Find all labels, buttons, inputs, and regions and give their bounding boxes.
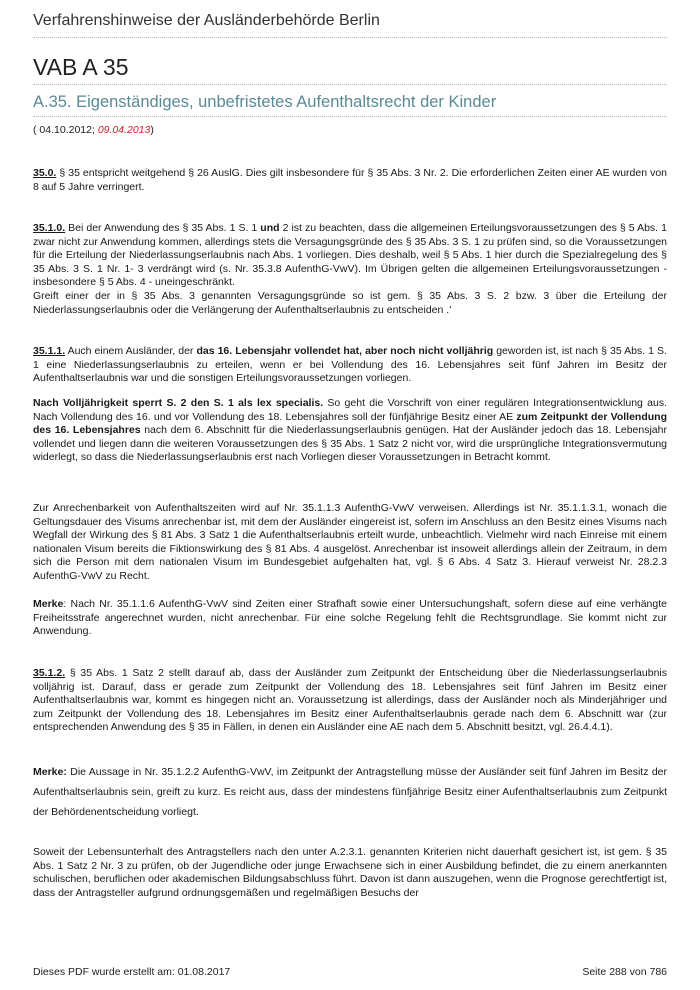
footer-created: Dieses PDF wurde erstellt am: 01.08.2017 xyxy=(33,966,231,978)
merke-label: Merke xyxy=(33,598,64,610)
paragraph-merke-2 xyxy=(33,762,667,822)
paragraph-text: § 35 entspricht weitgehend § 26 AuslG. Dies gilt insbesondere für § 35 Abs. 3 Nr. 2. Die erforderlichen Zeiten einer AE wurden von 8 auf 5 Jahre verringert. xyxy=(33,167,667,193)
section-code: VAB A 35 xyxy=(33,54,129,80)
merke-label: Merke: xyxy=(33,766,67,778)
paragraph-number: 35.1.0. xyxy=(33,222,66,234)
paragraph-text: Zur Anrechenbarkeit von Aufenthaltszeiten wird auf Nr. 35.1.1.3 AufenthG-VwV verweisen. Allerdings ist Nr. 35.1.1.3.1, wonach die Geltungsdauer des Visums anrechenbar ist, mit dem der Ausländer eingereist ist, sofern im Anschluss an den Besitz eines Visums nach Wegfall der Wirkung des § 81 Abs. 3 Satz 1 die Aufenthaltserlaubnis erteilt wurde, unbeachtlich. Vielmehr wird nach Einreise mit einem nationalen Visum bereits die Fiktionswirkung des § 81 Abs. 4 ausgelöst. Anrechenbar ist insoweit allerdings allein der Zeitraum, in dem sich die Person mit dem nationalen Visum im Bundesgebiet aufgehalten hat, vgl. § 6 Abs. 4 Satz 3. Hierauf verweist Nr. 28.2.3 AufenthG-VwV zu Recht. xyxy=(33,502,667,582)
paragraph-text: 2 ist zu beachten, dass die allgemeinen Erteilungsvoraussetzungen des § 5 Abs. 1 zwar nicht zur Anwendung kommen, allerdings stets die Versagungsgründe des § 35 Abs. 3 S. 1 zu prüfen sind, so die Voraussetzungen für die Erteilung der Niederlassungserlaubnis nach Abs. 1 vorliegen. Dies deshalb, weil § 5 Abs. 1 hier durch die Spezialregelung des § 35 Abs. 3 S. 1 Nr. 1- 3 verdrängt wird (s. Nr. 35.3.8 AufenthG-VwV). Im Übrigen gelten die allgemeinen Erteilungsvoraussetzungen - insbesondere § 5 Abs. 4 - uneingeschränkt. xyxy=(33,222,667,289)
paragraph-35-1-2 xyxy=(33,667,667,735)
document-header: Verfahrenshinweise der Ausländerbehörde Berlin xyxy=(33,12,380,29)
paragraph-text: Die Aussage in Nr. 35.1.2.2 AufenthG-VwV, im Zeitpunkt der Antragstellung müsse der Ausländer seit fünf Jahren im Besitz der Aufenthaltserlaubnis sein, greift zu kurz. Es reicht aus, dass der mindestens fünfjährige Besitz einer Aufenthaltserlaubnis zum Zeitpunkt der Behördenentscheidung vorliegt. xyxy=(33,766,667,818)
paragraph-35-0 xyxy=(33,167,667,194)
paragraph-text: Soweit der Lebensunterhalt des Antragstellers nach den unter A.2.3.1. genannten Kriterien nicht dauerhaft gesichert ist, ist gem. § 35 Abs. 1 Satz 2 Nr. 3 zu prüfen, ob der Jugendliche oder junge Erwachsene sich in einer Ausbildung befindet, die zu einem anerkannten schulischen, beruflichen oder akademischen Bildungsabschluss führt. Davon ist dann auszugehen, wenn die Prognose gerechtfertigt ist, dass der Antragsteller aufgrund ordnungsgemäßen und regelmäßigen Besuchs der xyxy=(33,846,667,899)
paragraph-number: 35.1.2. xyxy=(33,667,66,679)
paragraph-merke-1 xyxy=(33,598,667,639)
emphasis: Nach Volljährigkeit sperrt S. 2 den S. 1 als lex specialis. xyxy=(33,397,324,409)
footer-page-number: Seite 288 von 786 xyxy=(582,966,667,978)
title-divider xyxy=(33,116,667,117)
paragraph-text: geworden ist, ist nach § 35 Abs. 1 S. 1 eine Niederlassungserlaubnis zu erteilen, wenn er bei Vollendung des 16. Lebensjahres seit fünf Jahren im Besitz der Aufenthaltserlaubnis war und die sonstigen Erteilungsvoraussetzungen vorliegen. xyxy=(33,345,667,385)
section-divider xyxy=(33,84,667,85)
date-original: ( 04.10.2012; xyxy=(33,124,98,136)
paragraph-text: nach dem 6. Abschnitt für die Niederlassungserlaubnis genügen. Hat der Ausländer jedoch das 18. Lebensjahr vollendet und liegen dann die weiteren Voraussetzungen des § 35 Abs. 1 Satz 2 nicht vor, wird die ursprüngliche Integrationsvermutung widerlegt, so dass die Niederlassungserlaubnis erst nach Vorliegen dieser Voraussetzungen in Betracht kommt. xyxy=(33,424,667,464)
revision-dates xyxy=(33,124,154,136)
paragraph-35-1-1 xyxy=(33,345,667,386)
date-changed: 09.04.2013 xyxy=(97,124,151,136)
paragraph-35-1-0 xyxy=(33,222,667,317)
paragraph-text: Greift einer der in § 35 Abs. 3 genannten Versagungsgründe so ist gem. § 35 Abs. 3 S. 2 bzw. 3 über die Erteilung der Niederlassungserlaubnis oder die Verlängerung der Aufenthaltserlaubnis zu entscheiden .' xyxy=(33,289,667,316)
paragraph-number: 35.1.1. xyxy=(33,345,66,357)
emphasis: das 16. Lebensjahr vollendet hat, aber noch nicht volljährig xyxy=(196,345,494,357)
paragraph-lebensunterhalt xyxy=(33,846,667,900)
paragraph-volljaehrigkeit xyxy=(33,397,667,465)
paragraph-anrechenbarkeit xyxy=(33,502,667,584)
paragraph-text: § 35 Abs. 1 Satz 2 stellt darauf ab, dass der Ausländer zum Zeitpunkt der Entscheidung über die Niederlassungserlaubnis volljährig ist. Darauf, dass er gerade zum Zeitpunkt der Vollendung des 18. Lebensjahres seit fünf Jahren im Besitz einer Aufenthaltserlaubnis war, kommt es hingegen nicht an. Voraussetzung ist allerdings, dass der Ausländer noch als Minderjähriger und zum Zeitpunkt der Vollendung des 18. Lebensjahres im Besitz einer Aufenthaltserlaubnis gerade nach dem 6. Abschnitt war (zur entsprechenden Anwendung des § 35 in Fällen, in denen ein Ausländer eine AE nach dem 5. Abschnitt besitzt, vgl. 26.4.4.1). xyxy=(33,667,667,734)
emphasis: und xyxy=(260,222,280,234)
section-title: A.35. Eigenständiges, unbefristetes Aufenthaltsrecht der Kinder xyxy=(33,93,497,111)
paragraph-number: 35.0. xyxy=(33,167,57,179)
paragraph-text: So geht die Vorschrift von einer regulären Integrationsentwicklung aus. Nach Vollendung des 16. und vor Vollendung des 18. Lebensjahres soll der fünfjährige Besitz einer AE xyxy=(33,397,668,423)
paragraph-text: Auch einem Ausländer, der xyxy=(65,345,197,357)
header-divider xyxy=(33,37,667,38)
paragraph-text: : Nach Nr. 35.1.1.6 AufenthG-VwV sind Zeiten einer Strafhaft sowie einer Untersuchungshaft, sofern diese auf eine verhängte Freiheitsstrafe angerechnet wurden, nicht anrechenbar. Für eine solche Regelung fehlt die Rechtsgrundlage. Sie kommt nicht zur Anwendung. xyxy=(33,598,667,638)
date-close: ) xyxy=(150,124,154,136)
paragraph-text: Bei der Anwendung des § 35 Abs. 1 S. 1 xyxy=(65,222,261,234)
emphasis: zum Zeitpunkt der Vollendung des 16. Lebensjahres xyxy=(33,410,667,437)
